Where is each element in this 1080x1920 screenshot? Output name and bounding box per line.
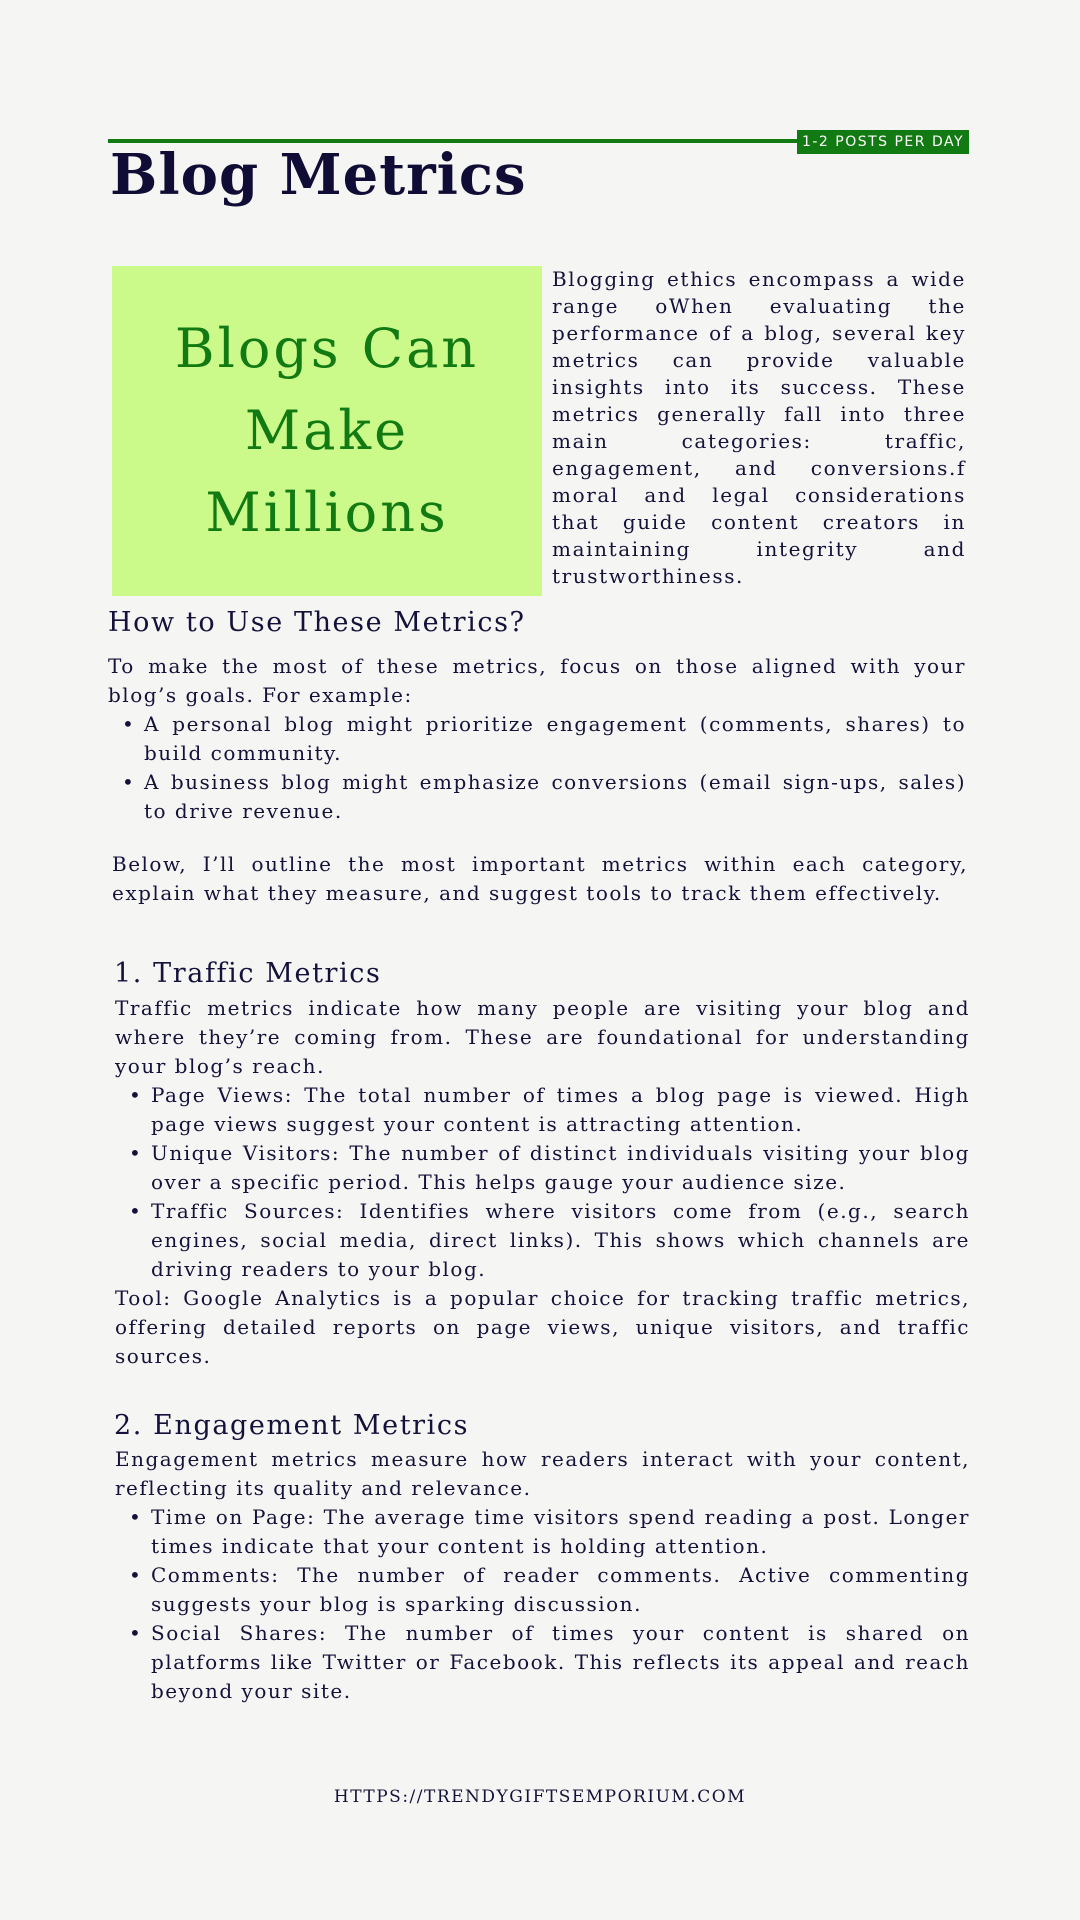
list-item: • A personal blog might prioritize engagement (comments, shares) to build community.: [108, 710, 966, 768]
traffic-tool: Tool: Google Analytics is a popular choice for tracking traffic metrics, offering detailed reports on page views, unique visitors, and traffic sources.: [115, 1286, 970, 1368]
list-item: • A business blog might emphasize conversions (email sign-ups, sales) to drive revenue.: [108, 768, 966, 826]
list-item: • Comments: The number of reader comments. Active commenting suggests your blog is sparking discussion.: [115, 1561, 970, 1619]
intro-paragraph: Blogging ethics encompass a wide range oWhen evaluating the performance of a blog, several key metrics can provide valuable insights into its success. These metrics generally fall into three main categories: traffic, engagement, and conversions.f moral and legal considerations that guide content creators in maintaining integrity and trustworthiness.: [552, 267, 966, 588]
list-item: • Traffic Sources: Identifies where visitors come from (e.g., search engines, social media, direct links). This shows which channels are driving readers to your blog.: [115, 1197, 970, 1284]
howto-lead: To make the most of these metrics, focus on those aligned with your blog’s goals. For example:: [108, 654, 966, 707]
footer-url[interactable]: HTTPS://TRENDYGIFTSEMPORIUM.COM: [333, 1787, 747, 1807]
list-item: • Unique Visitors: The number of distinct individuals visiting your blog over a specific period. This helps gauge your audience size.: [115, 1139, 970, 1197]
engagement-heading: 2. Engagement Metrics: [114, 1410, 470, 1441]
howto-list: [108, 710, 966, 826]
traffic-lead: Traffic metrics indicate how many people are visiting your blog and where they’re coming from. These are foundational for understanding your blog’s reach.: [115, 996, 970, 1078]
hero-text: Blogs Can Make Millions: [174, 317, 480, 544]
list-item: • Time on Page: The average time visitors spend reading a post. Longer times indicate that your content is holding attention.: [115, 1503, 970, 1561]
engagement-list: [115, 1503, 970, 1706]
traffic-list: [115, 1081, 970, 1284]
hero-banner: [112, 266, 542, 596]
list-item: • Page Views: The total number of times a blog page is viewed. High page views suggest your content is attracting attention.: [115, 1081, 970, 1139]
engagement-lead: Engagement metrics measure how readers interact with your content, reflecting its quality and relevance.: [115, 1447, 970, 1500]
howto-heading: How to Use These Metrics?: [108, 607, 526, 638]
traffic-heading: 1. Traffic Metrics: [114, 958, 382, 989]
page-title: Blog Metrics: [110, 142, 527, 208]
outline-paragraph: Below, I’ll outline the most important metrics within each category, explain what they measure, and suggest tools to track them effectively.: [112, 852, 968, 905]
posts-per-day-badge: 1-2 POSTS PER DAY: [797, 130, 969, 154]
list-item: • Social Shares: The number of times your content is shared on platforms like Twitter or Facebook. This reflects its appeal and reach beyond your site.: [115, 1619, 970, 1706]
